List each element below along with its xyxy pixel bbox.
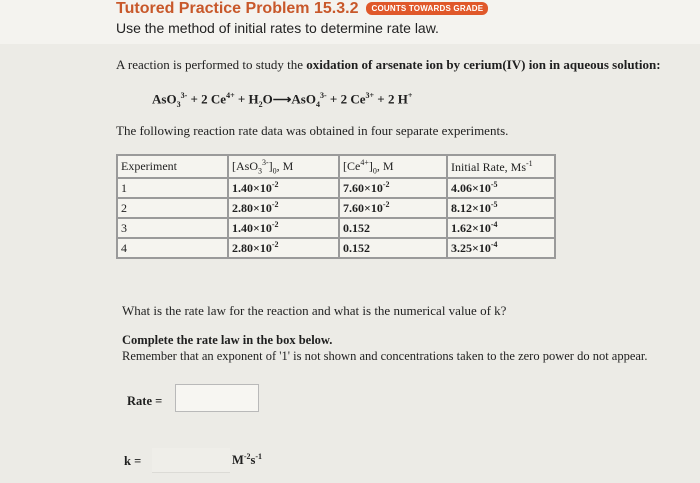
header-experiment: Experiment xyxy=(117,155,228,178)
k-label: k = xyxy=(124,454,142,468)
cell-aso3: $2.80\times 10^{-2}$ xyxy=(228,238,339,258)
table-row xyxy=(117,178,555,198)
question-text: What is the rate law for the reaction and what is the numerical value of k? xyxy=(122,303,507,318)
reaction-arrow: ⟶ xyxy=(272,91,292,107)
rate-law-input[interactable] xyxy=(175,384,259,412)
instruction-line-1: Complete the rate law in the box below. xyxy=(122,333,333,347)
header-ce-conc: $[Ce^{4+}]_0$, M xyxy=(339,155,447,178)
cell-rate: $4.06\times 10^{-5}$ xyxy=(447,178,555,198)
table-row xyxy=(117,218,555,238)
cell-ce: $7.60\times 10^{-2}$ xyxy=(339,198,447,218)
cell-aso3: $2.80\times 10^{-2}$ xyxy=(228,198,339,218)
table-header-row xyxy=(117,155,555,178)
reaction-equation: AsO$_3^{3-}$ + 2 $Ce^{4+}$ + $H_2O⟶AsO_4^{3-} + 2$ $Ce^{3+} + 2$ H+ xyxy=(152,91,413,109)
cell-rate: $8.12\times 10^{-5}$ xyxy=(447,198,555,218)
cell-experiment: 4 xyxy=(117,238,228,258)
cell-aso3: $1.40\times 10^{-2}$ xyxy=(228,178,339,198)
cell-ce: 0.152 xyxy=(339,238,447,258)
cell-rate: $3.25\times 10^{-4}$ xyxy=(447,238,555,258)
intro-text: A reaction is performed to study the oxidation of arsenate ion by cerium(IV) ion in aqueous solution: xyxy=(116,57,661,72)
cell-experiment: 2 xyxy=(117,198,228,218)
problem-title: Tutored Practice Problem 15.3.2 xyxy=(116,0,359,17)
cell-experiment: 1 xyxy=(117,178,228,198)
rate-label: Rate = xyxy=(127,394,163,408)
cell-experiment: 3 xyxy=(117,218,228,238)
cell-aso3: $1.40\times 10^{-2}$ xyxy=(228,218,339,238)
instruction-line-2: Remember that an exponent of '1' is not shown and concentrations taken to the zero power do not appear. xyxy=(122,349,648,363)
data-intro-text: The following reaction rate data was obtained in four separate experiments. xyxy=(116,123,509,138)
cell-ce: 0.152 xyxy=(339,218,447,238)
table-row xyxy=(117,238,555,258)
cell-rate: $1.62\times 10^{-4}$ xyxy=(447,218,555,238)
problem-title-row xyxy=(116,0,488,18)
problem-subtitle: Use the method of initial rates to determine rate law. xyxy=(116,20,439,36)
cell-ce: $7.60\times 10^{-2}$ xyxy=(339,178,447,198)
k-units: $M^{-2}s^{-1}$ xyxy=(232,452,263,468)
table-row xyxy=(117,198,555,218)
header-initial-rate: Initial Rate, $Ms^{-1}$ xyxy=(447,155,555,178)
rate-data-table xyxy=(116,154,556,259)
grade-badge: COUNTS TOWARDS GRADE xyxy=(366,2,488,15)
header-aso3-conc: $[AsO_3^{3-}]_0$, M xyxy=(228,155,339,178)
k-value-input[interactable] xyxy=(152,448,230,473)
intro-bold: oxidation of arsenate ion by cerium(IV) ion in aqueous solution: xyxy=(306,57,661,72)
